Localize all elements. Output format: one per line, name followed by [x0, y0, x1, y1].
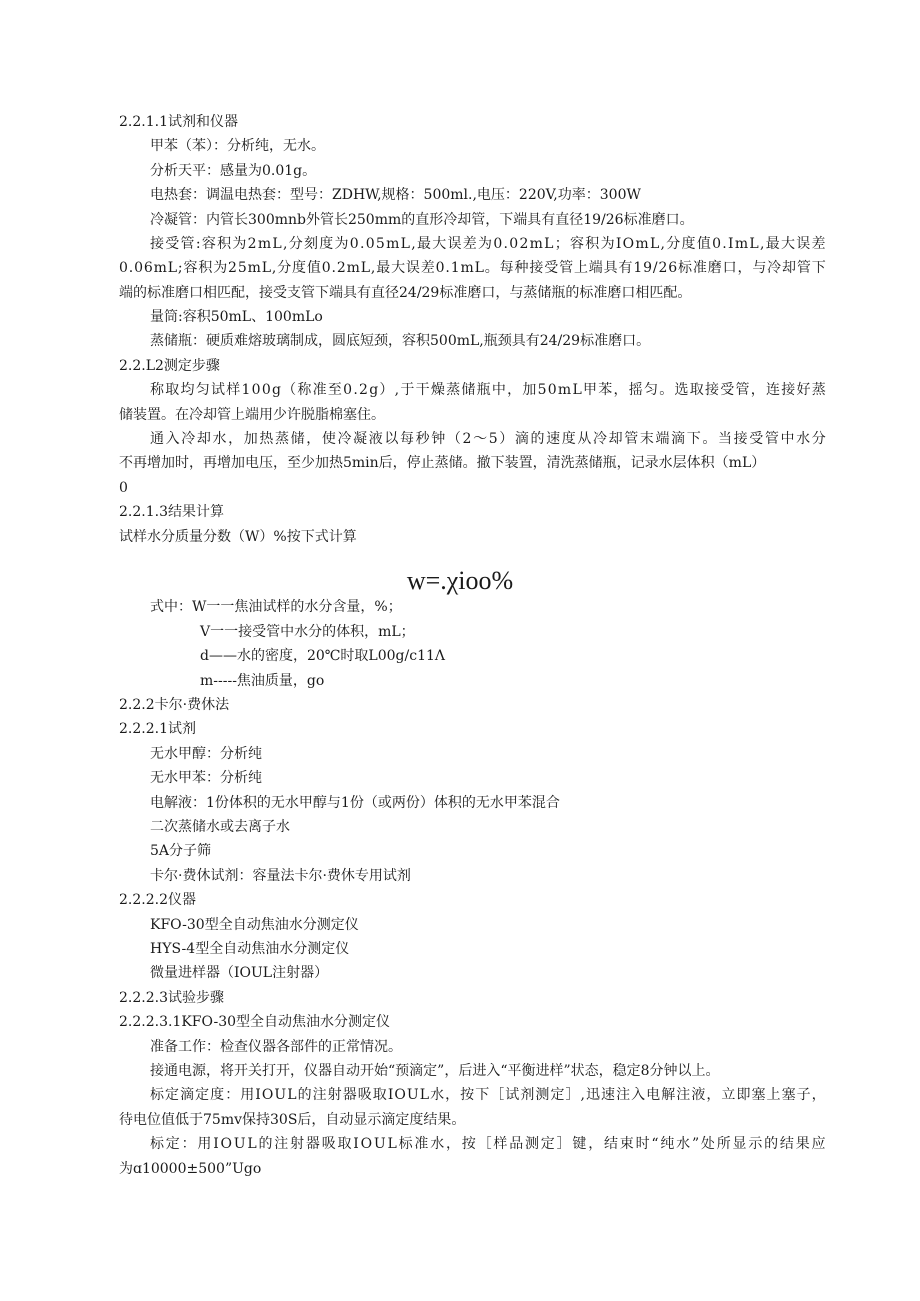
- procedure-paragraph-1-line-2: 储装置。在冷却管上端用少许脱脂棉塞住。: [119, 407, 385, 423]
- procedure-paragraph-2-line-1: 通入冷却水，加热蒸储，使冷凝液以每秒钟（2～5）滴的速度从冷却管末端滴下。当接受管中水分: [150, 431, 828, 447]
- heading-2-2-2-1: 2.2.2.1试剂: [119, 721, 196, 737]
- step-power-on: 接通电源，将开关打开，仪器自动开始“预滴定”，后进入“平衡进样”状态，稳定8分钟以上。: [150, 1063, 720, 1079]
- step-calibration-line-2: 为ɑ10000±500”Ugo: [119, 1161, 262, 1177]
- heading-2-2-1-3: 2.2.1.3结果计算: [119, 504, 224, 520]
- formula-legend-v: V一一接受管中水分的体积，mL；: [200, 624, 415, 640]
- receiver-paragraph-line-1: 接受管:容积为2mL,分刻度为0.05mL,最大误差为0.02mL；容积为IOmL,分度值0.ImL,最大误差: [150, 236, 827, 252]
- formula-legend-w: 式中：W一一焦油试样的水分含量，%；: [150, 599, 402, 615]
- heading-2-2-2-3-1: 2.2.2.3.1KFO-30型全自动焦油水分测定仪: [119, 1014, 391, 1030]
- formula-legend-m: m-----焦油质量，go: [200, 673, 325, 689]
- reagent-anhydrous-toluene: 无水甲苯：分析纯: [150, 770, 262, 786]
- instrument-hys4: HYS-4型全自动焦油水分测定仪: [150, 941, 350, 957]
- heading-2-2-1-2: 2.2.L2测定步骤: [119, 358, 220, 374]
- reagent-molecular-sieve: 5A分子筛: [150, 843, 212, 859]
- formula-intro: 试样水分质量分数（W）%按下式计算: [119, 529, 357, 545]
- heading-2-2-2-3: 2.2.2.3试验步骤: [119, 990, 224, 1006]
- procedure-paragraph-1-line-1: 称取均匀试样100g（称准至0.2g）,于干燥蒸储瓶中，加50mL甲苯，摇匀。选取接受管，连接好蒸: [150, 382, 827, 398]
- step-calibration-line-1: 标定：用IOUL的注射器吸取IOUL标准水，按［样品测定］键，结束时“纯水”处所显示的结果应: [150, 1136, 828, 1152]
- instrument-condenser: 冷凝管：内管长300mnb外管长250mm的直形冷却管，下端具有直径19/26标准磨口。: [150, 212, 694, 228]
- instrument-flask: 蒸储瓶：硬质难熔玻璃制成，圆底短颈，容积500mL,瓶颈具有24/29标准磨口。: [150, 333, 651, 349]
- reagent-electrolyte: 电解液：1份体积的无水甲醇与1份（或两份）体积的无水甲苯混合: [150, 795, 560, 811]
- receiver-paragraph-line-3: 端的标准磨口相匹配，接受支管下端具有直径24/29标准磨口，与蒸储瓶的标准磨口相匹配。: [119, 285, 692, 301]
- reagent-toluene: 甲苯（苯）：分析纯，无水。: [150, 138, 325, 154]
- procedure-paragraph-2-line-2: 不再增加时，再增加电压，至少加热5min后，停止蒸储。撤下装置，清洗蒸储瓶，记录水层体积（mL）: [119, 455, 766, 471]
- instrument-kfo30: KFO-30型全自动焦油水分测定仪: [150, 917, 359, 933]
- step-titer-line-1: 标定滴定度：用IOUL的注射器吸取IOUL水，按下［试剂测定］,迅速注入电解注液，立即塞上塞子，: [150, 1087, 827, 1103]
- formula: w=.χioo%: [406, 566, 514, 595]
- reagent-water: 二次蒸储水或去离子水: [150, 819, 290, 835]
- heading-2-2-2-2: 2.2.2.2仪器: [119, 892, 196, 908]
- instrument-balance: 分析天平：感量为0.01g。: [150, 163, 317, 179]
- heading-2-2-2: 2.2.2卡尔·费休法: [119, 697, 230, 713]
- instrument-heating-mantle: 电热套：调温电热套：型号：ZDHW,规格：500ml.,电压：220V,功率：300W: [150, 187, 641, 203]
- step-preparation: 准备工作：检查仪器各部件的正常情况。: [150, 1039, 402, 1055]
- reagent-methanol: 无水甲醇：分析纯: [150, 746, 262, 762]
- reagent-karl-fischer: 卡尔·费休试剂：容量法卡尔·费休专用试剂: [150, 868, 411, 884]
- procedure-paragraph-2-line-3: 0: [119, 480, 128, 496]
- heading-2-2-1-1: 2.2.1.1试剂和仪器: [119, 114, 238, 130]
- formula-legend-d: d——水的密度，20℃时取L00g/c11Λ: [200, 648, 445, 664]
- instrument-cylinder: 量筒:容积50mL、100mLo: [150, 309, 323, 325]
- receiver-paragraph-line-2: 0.06mL;容积为25mL,分度值0.2mL,最大误差0.1mL。每种接受管上端具有19/26标准磨口，与冷却管下: [119, 260, 827, 276]
- step-titer-line-2: 待电位值低于75mv保持30S后，自动显示滴定度结果。: [119, 1112, 466, 1128]
- instrument-microsyringe: 微量进样器（IOUL注射器）: [150, 965, 329, 981]
